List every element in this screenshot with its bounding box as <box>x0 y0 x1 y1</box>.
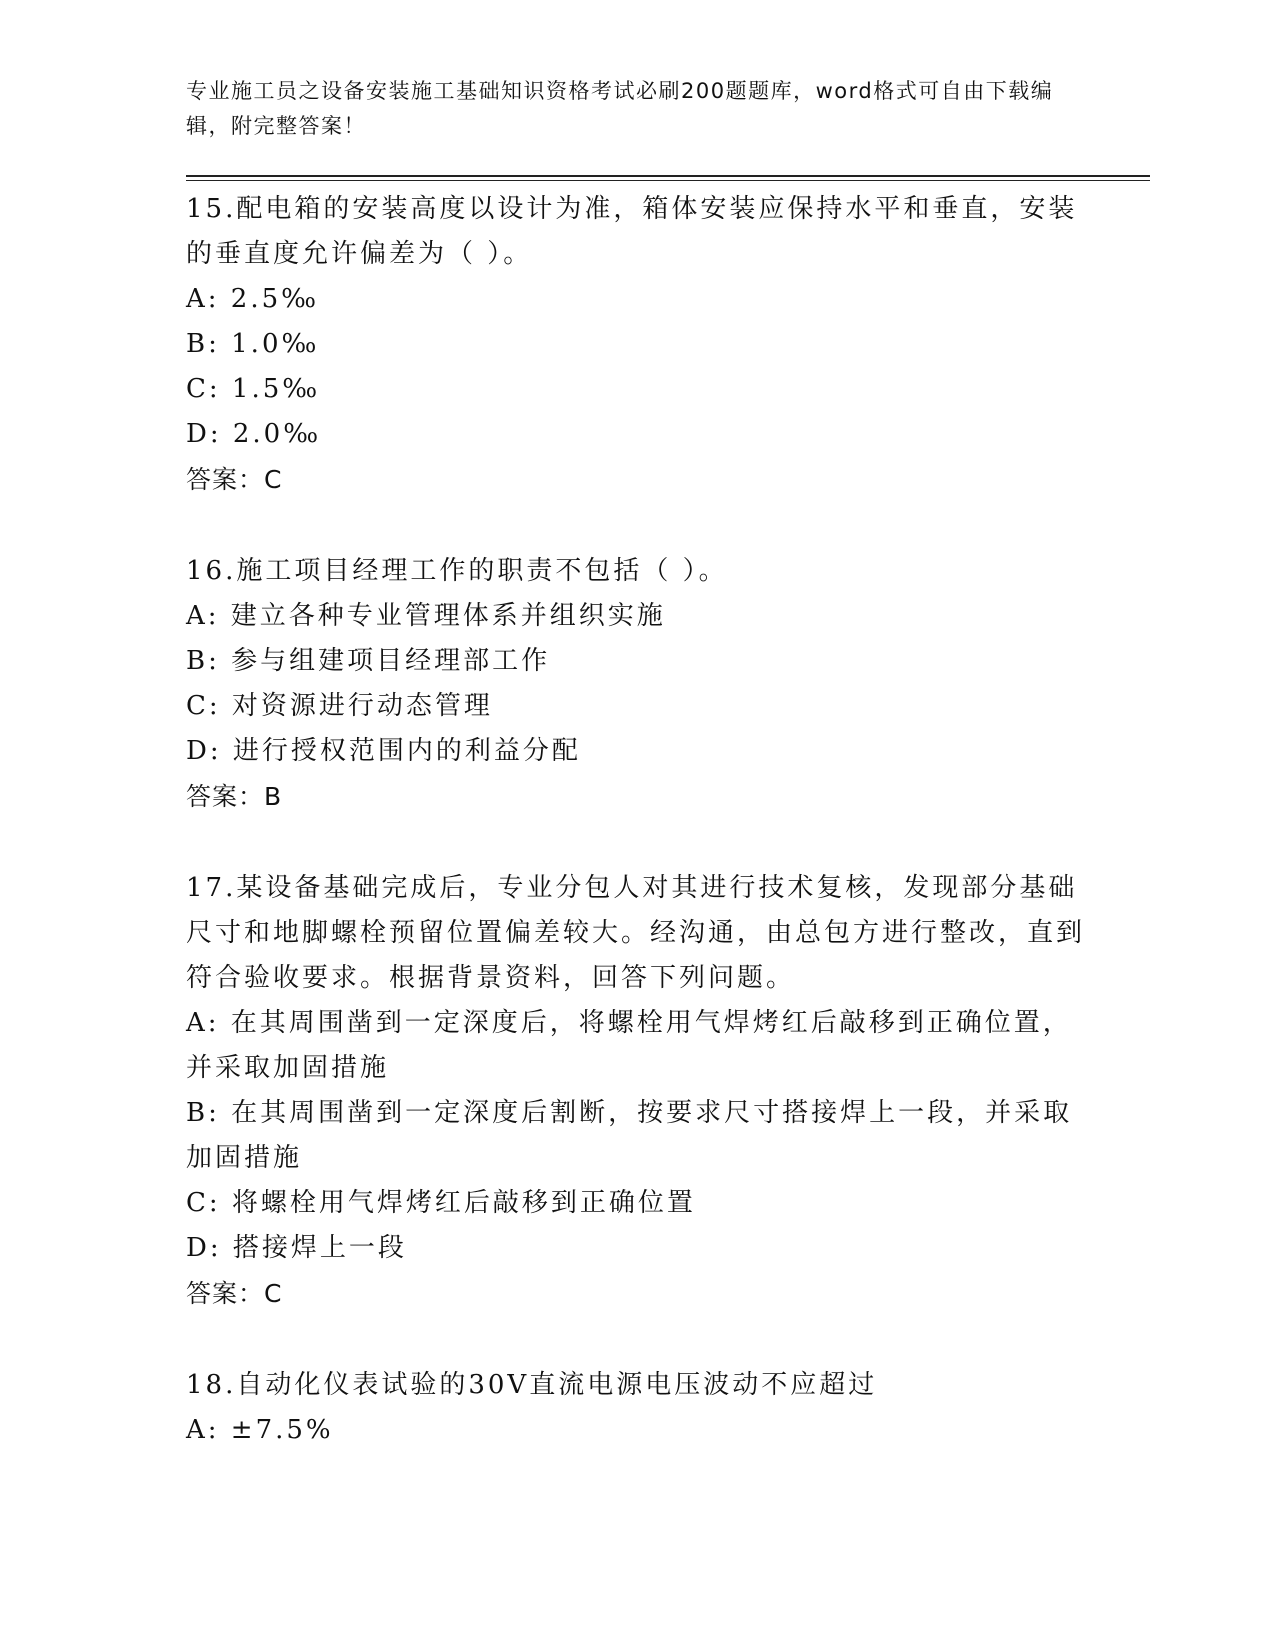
option-d: D: 进行授权范围内的利益分配 <box>186 736 581 766</box>
option-a: A: 2.5‰ <box>186 284 320 314</box>
question-list <box>186 187 1086 1453</box>
option-c: C: 对资源进行动态管理 <box>186 691 493 721</box>
answer: 答案：B <box>186 782 283 811</box>
question-17 <box>186 866 1086 1316</box>
question-spacer <box>186 819 1086 866</box>
question-15 <box>186 187 1086 502</box>
option-b: B: 1.0‰ <box>186 329 320 359</box>
question-stem: 15.配电箱的安装高度以设计为准，箱体安装应保持水平和垂直，安装的垂直度允许偏差为（ ）。 <box>186 194 1078 269</box>
question-16 <box>186 549 1086 819</box>
option-d: D: 搭接焊上一段 <box>186 1233 407 1263</box>
option-d: D: 2.0‰ <box>186 419 322 449</box>
header-divider <box>186 175 1150 181</box>
question-18 <box>186 1363 1086 1453</box>
option-a: A: 建立各种专业管理体系并组织实施 <box>186 601 666 631</box>
question-stem: 18.自动化仪表试验的30V直流电源电压波动不应超过 <box>186 1370 878 1400</box>
option-c: C: 1.5‰ <box>186 374 321 404</box>
option-b: B: 在其周围凿到一定深度后割断，按要求尺寸搭接焊上一段，并采取加固措施 <box>186 1098 1073 1173</box>
option-c: C: 将螺栓用气焊烤红后敲移到正确位置 <box>186 1188 696 1218</box>
document-header: 专业施工员之设备安装施工基础知识资格考试必刷200题题库，word格式可自由下载编辑，附完整答案！ <box>186 79 1054 138</box>
question-stem: 17.某设备基础完成后，专业分包人对其进行技术复核，发现部分基础尺寸和地脚螺栓预留位置偏差较大。经沟通，由总包方进行整改，直到符合验收要求。根据背景资料，回答下列问题。 <box>186 873 1086 993</box>
answer: 答案：C <box>186 1279 283 1308</box>
question-spacer <box>186 502 1086 549</box>
option-a: A: 在其周围凿到一定深度后，将螺栓用气焊烤红后敲移到正确位置，并采取加固措施 <box>186 1008 1072 1083</box>
option-a: A: ±7.5% <box>186 1415 334 1445</box>
option-b: B: 参与组建项目经理部工作 <box>186 646 551 676</box>
answer: 答案：C <box>186 465 283 494</box>
question-stem: 16.施工项目经理工作的职责不包括（ ）。 <box>186 556 728 586</box>
question-spacer <box>186 1316 1086 1363</box>
